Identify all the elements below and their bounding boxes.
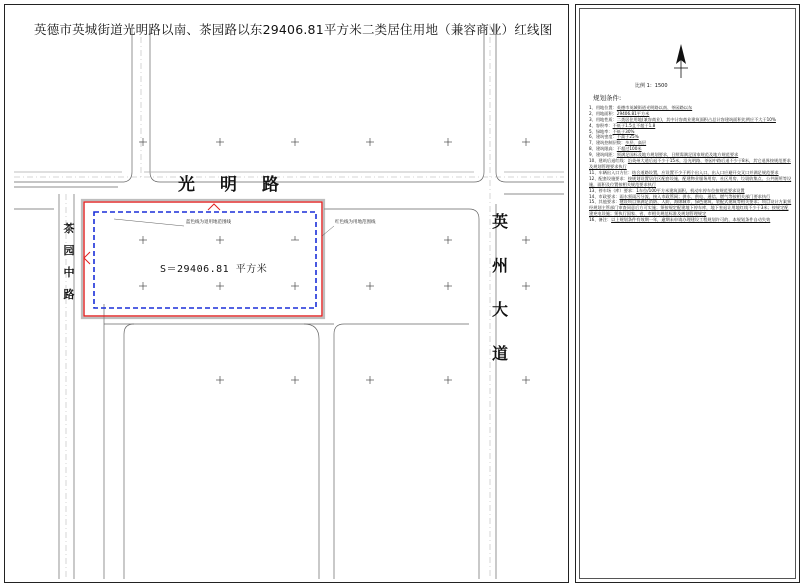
map-title: 英德市英城街道光明路以南、茶园路以东29406.81平方米二类居住用地（兼容商业）红线图: [34, 22, 553, 37]
red-line-note: 红色线为用地范围线: [335, 220, 376, 225]
site-plan-map: [4, 4, 569, 583]
condition-label: 15、其他要求：: [589, 199, 620, 205]
condition-label: 3、用地性质：: [589, 116, 617, 122]
condition-label: 2、用地面积：: [589, 110, 617, 116]
conditions-heading: 规划条件:: [593, 94, 622, 102]
condition-label: 6、建筑密度：: [589, 134, 617, 140]
condition-item: [589, 158, 792, 170]
condition-value: 建设项目须满足消防、人防、海绵城市、绿色建筑、装配式建筑等相关要求；项目设计方案须经规划主管部门审查同意后方可实施；须按规定配建地下停车库，地下室退让用地红线不少于3米；按规定配建充电设施；须执行国家、省、市相关规范标准及规划管理规定: [589, 199, 792, 217]
condition-value: 1车位/100平方米建筑面积，机动车停车位按规范要求设置: [636, 187, 745, 193]
condition-label: 10、建筑后退红线：: [589, 158, 628, 164]
road-grid: [14, 24, 564, 579]
condition-value: 英德市英城街道光明路以南、茶园路以东: [616, 104, 693, 110]
condition-label: 5、绿地率：: [589, 128, 613, 134]
condition-label: 1、用地位置：: [589, 104, 617, 110]
north-arrow-icon: [672, 44, 690, 78]
condition-value: 二类居住用地(兼容商业)，其中计容商业建筑面积占总计容建筑面积比例应不大于10%: [616, 116, 776, 122]
site-area-label: S＝29406.81 平方米: [160, 264, 268, 275]
condition-value: 29406.81平方米: [616, 110, 650, 116]
conditions-list: [589, 105, 792, 223]
condition-value: 不超过100米: [616, 146, 642, 152]
condition-label: 16、备注：: [589, 217, 612, 223]
condition-value: 须满足国标及地方规划要求，日照需满足国家规范及地方规范要求: [616, 152, 739, 158]
condition-label: 4、容积率：: [589, 122, 613, 128]
condition-value: 不高于25%: [616, 134, 639, 140]
condition-label: 11、车辆出入口方位：: [589, 169, 633, 175]
condition-label: 14、市政要求：: [589, 193, 620, 199]
condition-value: 以上规划条件有效期一年，逾期未申请办理建设工程规划许可的，本规划条件自动失效: [611, 217, 771, 223]
conditions-panel: [575, 4, 800, 583]
condition-label: 9、建筑间距：: [589, 152, 617, 158]
condition-item: [589, 176, 792, 188]
road-west-label: 茶 园 中 路: [63, 222, 75, 301]
condition-label: 7、建筑控制层数：: [589, 140, 626, 146]
condition-value: 多层、高层: [625, 140, 647, 146]
road-north-label: 光明路: [178, 175, 304, 195]
blue-line-note: 蓝色线为退用地范围线: [186, 220, 231, 225]
condition-label: 12、配套设施要求：: [589, 175, 628, 181]
condition-label: 13、停车场（库）要求：: [589, 187, 637, 193]
condition-item: [589, 217, 792, 223]
condition-value: 沿英州大道后退不少于15米，沿光明路、茶园中路后退不少于8米，其它退界按规范要求及规划管理要求执行: [589, 158, 791, 169]
condition-value: 结合道路设置，应设置不少于两个出入口，出入口应避开交叉口并满足规范要求: [632, 169, 779, 175]
planning-conditions: [589, 96, 792, 223]
scale-label: 比例 1：1500: [635, 83, 668, 89]
condition-value: 不低于30%: [612, 128, 635, 134]
road-east-label: 英 州 大 道: [491, 212, 508, 363]
condition-item: [589, 199, 792, 217]
condition-value: 雨水须雨污分流，接入市政管网；供水、供电、通信、燃气等按相关部门要求执行: [619, 193, 771, 199]
condition-value: 不低于1.5且不超于1.8: [612, 122, 656, 128]
condition-label: 8、建筑限高：: [589, 146, 617, 152]
condition-value: 按规划设置居住区配套设施，配建物业服务用房、社区用房、垃圾收集点、公共厕所等设施，面积及位置按相关规范要求执行: [589, 175, 792, 187]
